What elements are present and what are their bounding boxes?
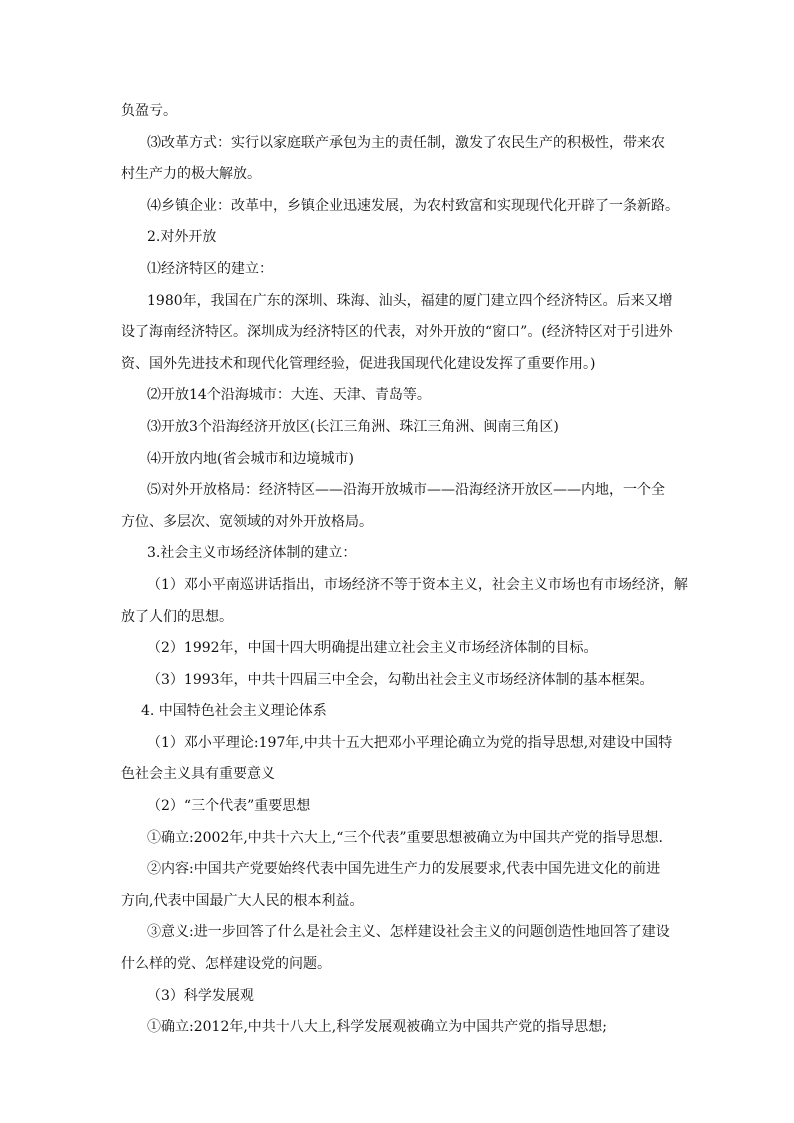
- section-heading: 4. 中国特色社会主义理论体系: [141, 703, 327, 720]
- text-line: ⑷开放内地(省会城市和边境城市): [147, 450, 354, 467]
- text-line: ③意义:进一步回答了什么是社会主义、怎样建设社会主义的问题创造性地回答了建设: [147, 924, 670, 941]
- text-line: 什么样的党、怎样建设党的问题。: [121, 956, 331, 973]
- document-page: [121, 96, 688, 1044]
- text-line: （1）邓小平南巡讲话指出，市场经济不等于资本主义，社会主义市场也有市场经济，解: [147, 576, 688, 593]
- text-line: ⑷乡镇企业：改革中，乡镇企业迅速发展，为农村致富和实现现代化开辟了一条新路。: [147, 197, 679, 214]
- text-line: 资、国外先进技术和现代化管理经验，促进我国现代化建设发挥了重要作用。): [121, 355, 596, 372]
- text-line: ⑶改革方式：实行以家庭联产承包为主的责任制，激发了农民生产的积极性，带来农: [147, 134, 665, 151]
- text-line: （3）1993年，中共十四届三中全会，勾勒出社会主义市场经济体制的基本框架。: [147, 671, 654, 688]
- text-line: （3）科学发展观: [147, 987, 254, 1004]
- text-line: ⑵开放14个沿海城市：大连、天津、青岛等。: [147, 387, 431, 404]
- text-line: 放了人们的思想。: [121, 608, 233, 625]
- text-line: ①确立:2002年,中共十六大上,“三个代表”重要思想被确立为中国共产党的指导思想.: [147, 829, 664, 846]
- text-line: ①确立:2012年,中共十八大上,科学发展观被确立为中国共产党的指导思想;: [147, 1019, 607, 1036]
- text-line: ⑸对外开放格局：经济特区——沿海开放城市——沿海经济开放区——内地，一个全: [147, 482, 665, 499]
- section-heading: 2.对外开放: [147, 229, 217, 246]
- text-line: ⑴经济特区的建立：: [147, 260, 273, 277]
- text-line: 村生产力的极大解放。: [121, 166, 261, 183]
- text-line: ②内容:中国共产党要始终代表中国先进生产力的发展要求,代表中国先进文化的前进: [147, 861, 661, 878]
- text-line: 设了海南经济特区。深圳成为经济特区的代表，对外开放的“窗口”。(经济特区对于引进外: [121, 324, 673, 341]
- text-line: （2）“三个代表”重要思想: [147, 798, 311, 815]
- text-line: ⑶开放3个沿海经济开放区(长江三角洲、珠江三角洲、闽南三角区): [147, 418, 559, 435]
- text-line: （1）邓小平理论:197年,中共十五大把邓小平理论确立为党的指导思想,对建设中国特: [147, 734, 673, 751]
- section-heading: 3.社会主义市场经济体制的建立：: [147, 545, 357, 562]
- text-line: 色社会主义具有重要意义: [121, 766, 275, 783]
- text-line: 1980年，我国在广东的深圳、珠海、汕头，福建的厦门建立四个经济特区。后来又增: [147, 292, 673, 309]
- text-line: （2）1992年，中国十四大明确提出建立社会主义市场经济体制的目标。: [147, 640, 598, 657]
- text-line: 负盈亏。: [121, 103, 177, 119]
- text-line: 方位、多层次、宽领域的对外开放格局。: [121, 513, 373, 530]
- text-line: 方向,代表中国最广大人民的根本利益。: [121, 892, 364, 909]
